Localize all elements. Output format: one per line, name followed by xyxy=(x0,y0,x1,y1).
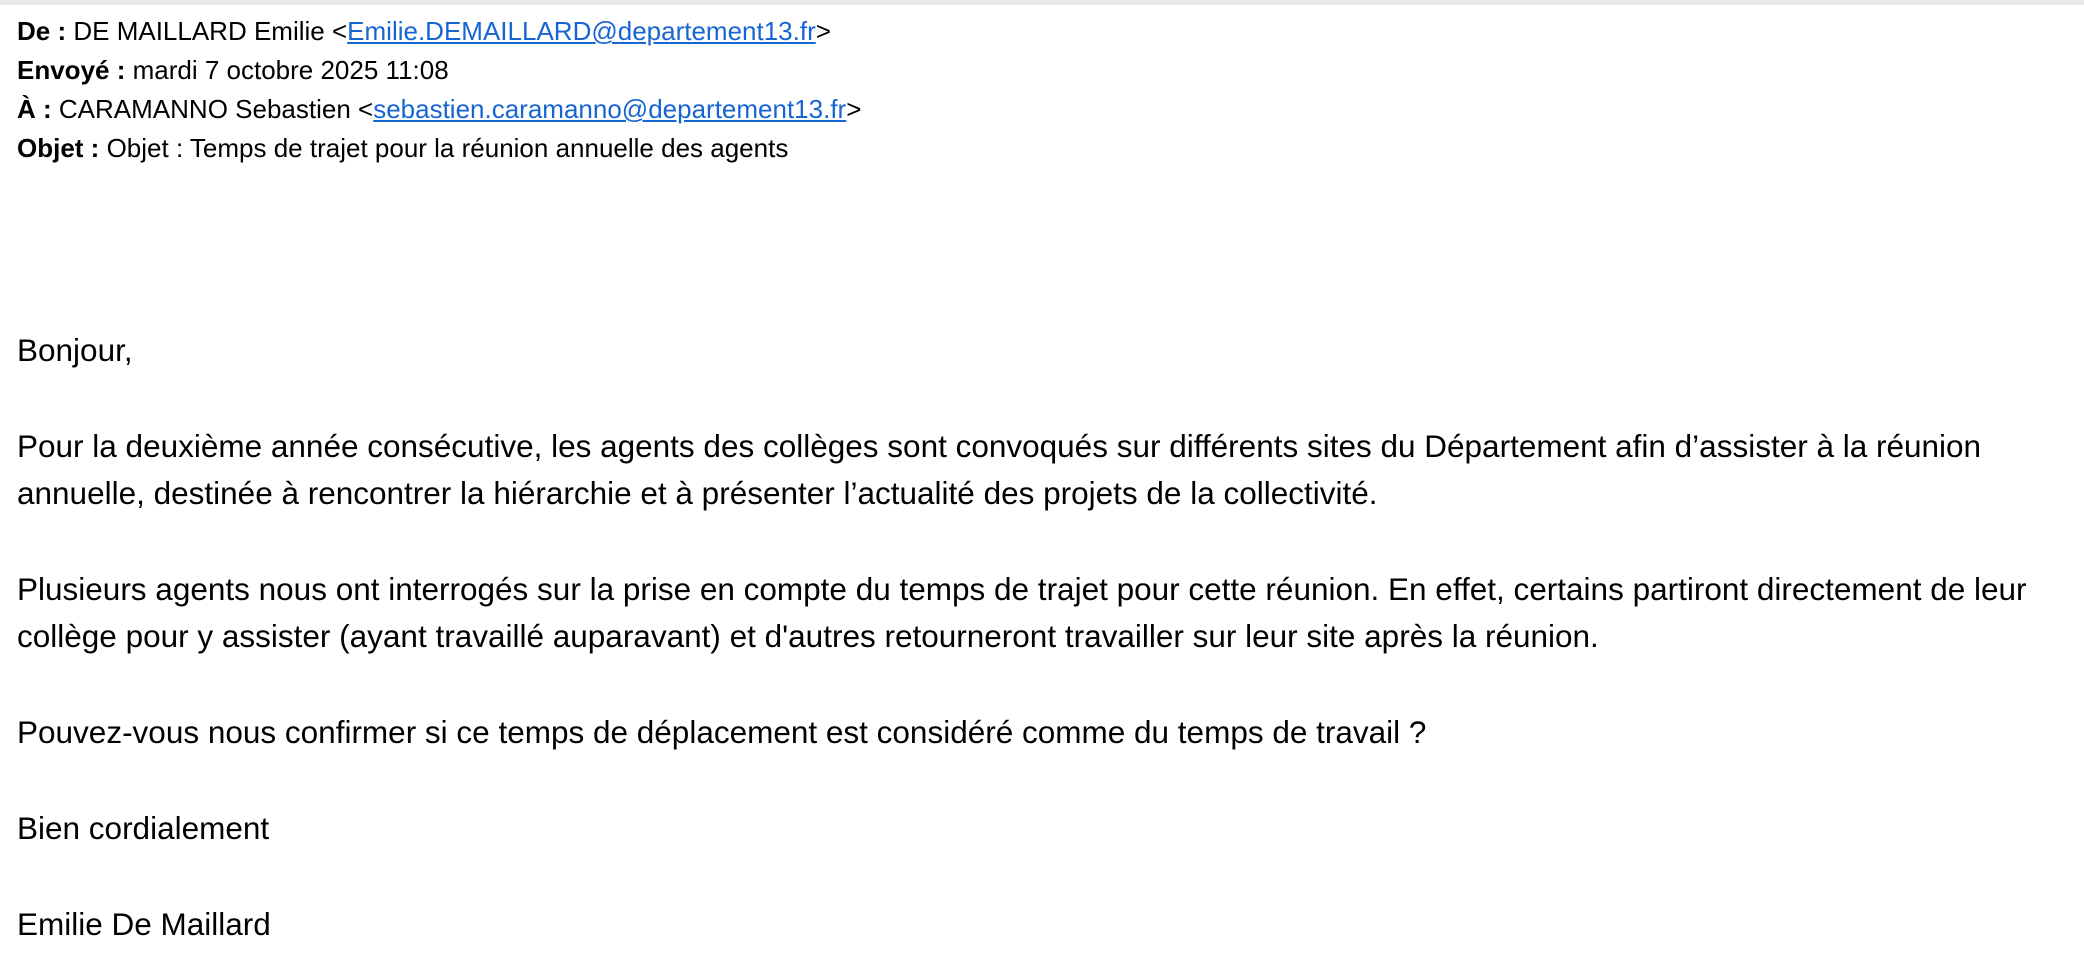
email-body xyxy=(17,327,2074,948)
header-field-sent xyxy=(17,51,2074,90)
sent-label: Envoyé : xyxy=(17,55,126,85)
recipient-email-link[interactable]: sebastien.caramanno@departement13.fr xyxy=(373,94,847,124)
to-value-close: > xyxy=(846,94,862,124)
to-value: CARAMANNO Sebastien < xyxy=(58,94,374,124)
from-value-close: > xyxy=(815,16,831,46)
from-label: De : xyxy=(17,16,67,46)
header-field-subject xyxy=(17,129,2074,168)
to-label: À : xyxy=(17,94,52,124)
sender-email-link[interactable]: Emilie.DEMAILLARD@departement13.fr xyxy=(347,16,816,46)
closing-salutation: Bien cordialement xyxy=(17,810,270,846)
from-value: DE MAILLARD Emilie < xyxy=(73,16,348,46)
email-header xyxy=(17,12,2074,168)
subject-value: Objet : Temps de trajet pour la réunion annuelle des agents xyxy=(106,133,789,163)
email-content xyxy=(0,5,2084,948)
header-field-to xyxy=(17,90,2074,129)
subject-label: Objet : xyxy=(17,133,100,163)
paragraph-question-detail: Plusieurs agents nous ont interrogés sur la prise en compte du temps de trajet pour cette réunion. En effet, certains partiront directement de leur collège pour y assister (ayant travaillé auparavant) et d'autres retourneront travailler sur leur site après la réunion. xyxy=(17,571,2027,654)
sent-value: mardi 7 octobre 2025 11:08 xyxy=(132,55,449,85)
paragraph-context: Pour la deuxième année consécutive, les agents des collèges sont convoqués sur différents sites du Département afin d’assister à la réunion annuelle, destinée à rencontrer la hiérarchie et à présenter l’actualité des projets de la collectivité. xyxy=(17,428,1982,511)
signature-name: Emilie De Maillard xyxy=(17,906,271,942)
header-field-from xyxy=(17,12,2074,51)
paragraph-question: Pouvez-vous nous confirmer si ce temps de déplacement est considéré comme du temps de travail ? xyxy=(17,714,1427,750)
paragraph-greeting: Bonjour, xyxy=(17,332,133,368)
